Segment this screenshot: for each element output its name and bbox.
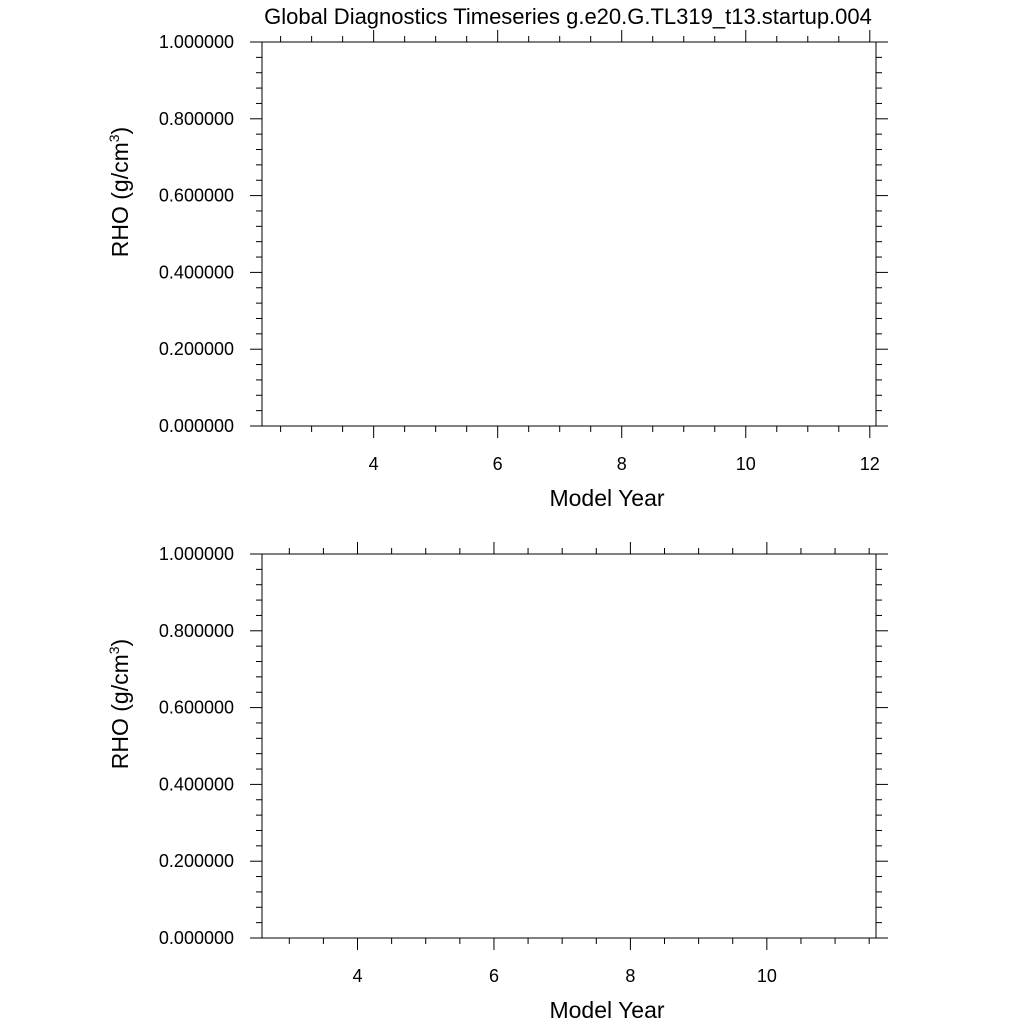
y-tick-label: 0.400000 <box>158 262 234 283</box>
top-panel <box>106 30 888 511</box>
x-tick-label: 8 <box>625 966 636 986</box>
y-axis-label <box>106 127 133 257</box>
x-tick-label: 6 <box>488 966 499 986</box>
x-tick-label: 4 <box>368 454 379 474</box>
y-axis-label-close: ) <box>107 126 133 135</box>
x-axis-label: Model Year <box>549 997 665 1023</box>
y-axis-label-superscript: 3 <box>106 646 122 655</box>
y-axis-label-close: ) <box>107 638 133 647</box>
x-tick-label: 8 <box>616 454 627 474</box>
y-tick-label: 0.200000 <box>158 339 234 360</box>
y-axis-label <box>106 639 133 769</box>
y-tick-label: 0.200000 <box>158 851 234 872</box>
y-axis-label-text: RHO (g/cm <box>107 654 133 770</box>
y-tick-label: 0.000000 <box>158 416 234 436</box>
y-tick-label: 0.600000 <box>158 185 234 206</box>
y-tick-label: 0.000000 <box>158 928 234 948</box>
bottom-panel <box>106 542 888 1023</box>
y-tick-label: 0.400000 <box>158 774 234 795</box>
y-tick-label: 0.800000 <box>158 108 234 129</box>
x-tick-label: 6 <box>492 454 503 474</box>
x-tick-label: 10 <box>735 454 756 474</box>
y-tick-label: 1.000000 <box>158 544 234 564</box>
y-tick-label: 0.800000 <box>158 620 234 641</box>
y-tick-label: 1.000000 <box>158 32 234 52</box>
y-axis-label-superscript: 3 <box>106 134 122 143</box>
x-tick-label: 12 <box>859 454 880 474</box>
x-axis-label: Model Year <box>549 485 665 511</box>
x-tick-label: 4 <box>352 966 363 986</box>
y-axis-label-text: RHO (g/cm <box>107 142 133 258</box>
plot-frame <box>262 554 876 938</box>
chart-title: Global Diagnostics Timeseries g.e20.G.TL319_t13.startup.004 <box>264 4 872 29</box>
x-tick-label: 10 <box>756 966 777 986</box>
plot-frame <box>262 42 876 426</box>
y-tick-label: 0.600000 <box>158 697 234 718</box>
